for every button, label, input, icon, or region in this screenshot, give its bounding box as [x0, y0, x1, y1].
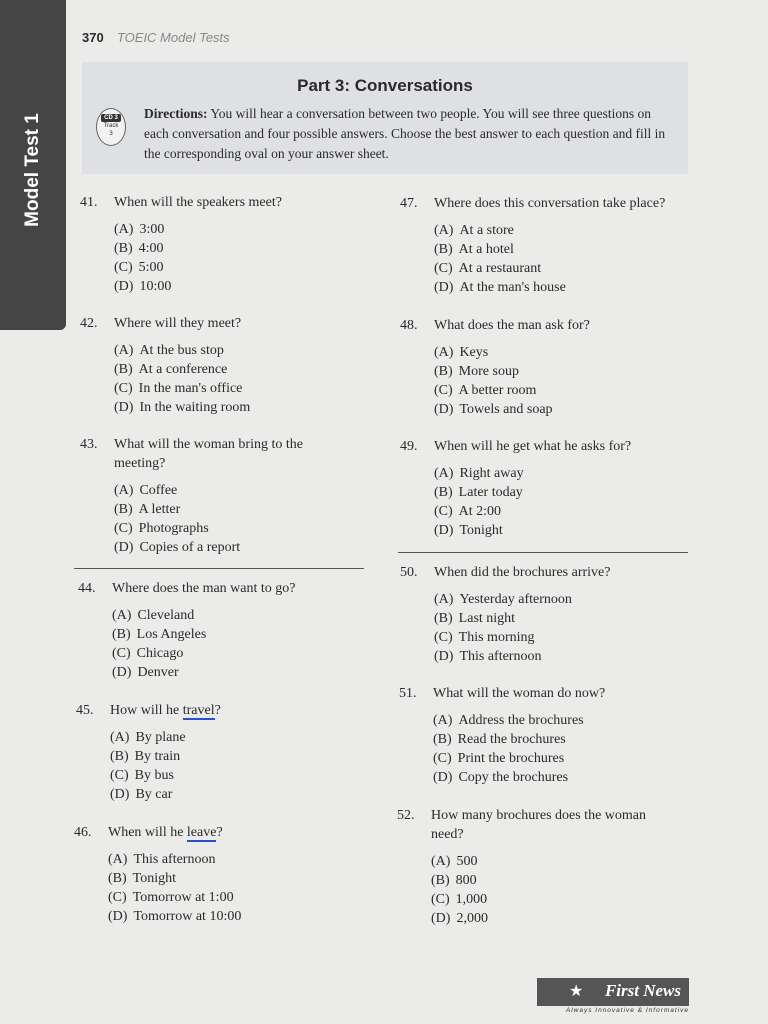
choice-c: (C) 5:00	[114, 260, 164, 275]
choice-d: (D) This afternoon	[434, 649, 542, 664]
choice-c: (C) Tomorrow at 1:00	[108, 890, 234, 905]
choice-b: (B) A letter	[114, 502, 181, 517]
choice-b: (B) 800	[431, 873, 477, 888]
question-text: When will the speakers meet?	[114, 195, 282, 210]
choice-b: (B) Tonight	[108, 871, 177, 886]
choice-a: (A) By plane	[110, 730, 186, 745]
choice-b: (B) By train	[110, 749, 181, 764]
page-header	[82, 30, 230, 46]
choice-d: (D) Copies of a report	[114, 540, 241, 555]
section-side-tab	[0, 0, 66, 330]
part-title: Part 3: Conversations	[297, 76, 473, 95]
handwritten-underline: travel	[182, 703, 215, 718]
question-text: Where will they meet?	[114, 316, 242, 331]
question-50	[400, 563, 690, 666]
question-number: 44.	[78, 581, 96, 596]
question-number: 48.	[400, 318, 418, 333]
question-45	[76, 701, 346, 804]
directions-body: You will hear a conversation between two people. You will see three questions on each conversation and four possible answers. Choose the best answer to each question and fill in the corresponding oval on your answer sheet.	[144, 106, 666, 161]
question-text: What will the woman do now?	[433, 686, 606, 701]
choice-c: (C) Photographs	[114, 521, 209, 536]
publisher-tagline: Always Innovative & Informative	[565, 1007, 689, 1014]
star-icon: ★	[569, 983, 584, 1000]
question-number: 47.	[400, 196, 418, 211]
track-number: 3	[109, 131, 113, 137]
choice-c: (C) A better room	[434, 383, 537, 398]
choice-b: (B) Read the brochures	[433, 732, 566, 747]
question-51	[399, 684, 689, 787]
question-number: 49.	[400, 439, 418, 454]
choice-a: (A) 500	[431, 854, 478, 869]
question-number: 52.	[397, 808, 415, 823]
question-text: When did the brochures arrive?	[434, 565, 611, 580]
cd-track-badge	[96, 108, 126, 146]
choice-d: (D) 10:00	[114, 279, 172, 294]
question-text: How many brochures does the woman need?	[431, 808, 647, 842]
question-52	[397, 806, 677, 928]
choice-a: (A) Yesterday afternoon	[434, 592, 572, 607]
question-number: 42.	[80, 316, 98, 331]
question-number: 51.	[399, 686, 417, 701]
directions-label: Directions:	[144, 106, 208, 121]
choice-a: (A) Cleveland	[112, 608, 195, 623]
question-46	[74, 823, 344, 926]
choice-b: (B) At a hotel	[434, 242, 514, 257]
question-text: What does the man ask for?	[434, 318, 590, 333]
choice-a: (A) At the bus stop	[114, 343, 224, 358]
question-text: Where does the man want to go?	[112, 581, 296, 596]
question-number: 45.	[76, 703, 94, 718]
question-47	[400, 194, 690, 297]
book-title: TOEIC Model Tests	[116, 30, 230, 45]
question-49	[400, 437, 690, 540]
choice-a: (A) Keys	[434, 345, 489, 360]
section-divider	[74, 568, 364, 569]
question-48	[400, 316, 690, 419]
question-number: 46.	[74, 825, 92, 840]
side-tab-label: Model Test 1	[22, 113, 43, 227]
choice-a: (A) Address the brochures	[433, 713, 584, 728]
choice-b: (B) Los Angeles	[112, 627, 207, 642]
directions-text	[144, 104, 676, 164]
choice-d: (D) By car	[110, 787, 173, 802]
choice-d: (D) 2,000	[431, 911, 488, 926]
question-number: 41.	[80, 195, 98, 210]
question-43	[80, 435, 340, 557]
question-44	[78, 579, 348, 682]
question-42	[80, 314, 340, 417]
question-text: What will the woman bring to the meeting?	[114, 437, 303, 471]
publisher-brand: First News	[604, 981, 681, 1000]
track-label: Track	[103, 123, 119, 129]
choice-a: (A) Right away	[434, 466, 524, 481]
choice-c: (C) This morning	[434, 630, 535, 645]
question-text: How will he travel?	[110, 703, 221, 718]
choice-a: (A) This afternoon	[108, 852, 216, 867]
choice-d: (D) Tomorrow at 10:00	[108, 909, 242, 924]
choice-b: (B) Later today	[434, 485, 523, 500]
choice-c: (C) Chicago	[112, 646, 184, 661]
choice-b: (B) More soup	[434, 364, 519, 379]
choice-d: (D) Tonight	[434, 523, 503, 538]
choice-b: (B) At a conference	[114, 362, 228, 377]
choice-d: (D) Towels and soap	[434, 402, 553, 417]
question-41	[80, 193, 340, 296]
choice-d: (D) Copy the brochures	[433, 770, 569, 785]
question-number: 50.	[400, 565, 418, 580]
choice-d: (D) Denver	[112, 665, 179, 680]
choice-a: (A) At a store	[434, 223, 514, 238]
choice-a: (A) Coffee	[114, 483, 178, 498]
choice-b: (B) Last night	[434, 611, 516, 626]
question-text: When will he leave?	[108, 825, 223, 840]
question-text: When will he get what he asks for?	[434, 439, 632, 454]
section-divider	[398, 552, 688, 553]
handwritten-underline: leave	[186, 825, 217, 840]
publisher-logo	[537, 978, 689, 1006]
choice-c: (C) At a restaurant	[434, 261, 542, 276]
choice-b: (B) 4:00	[114, 241, 164, 256]
choice-c: (C) 1,000	[431, 892, 488, 907]
choice-c: (C) At 2:00	[434, 504, 502, 519]
cd-label: CD 3	[101, 114, 121, 122]
choice-c: (C) In the man's office	[114, 381, 243, 396]
choice-d: (D) At the man's house	[434, 280, 566, 295]
page-number: 370	[82, 30, 104, 45]
question-text: Where does this conversation take place?	[434, 196, 666, 211]
choice-a: (A) 3:00	[114, 222, 165, 237]
question-number: 43.	[80, 437, 98, 452]
directions-box	[82, 62, 688, 174]
choice-c: (C) By bus	[110, 768, 174, 783]
choice-c: (C) Print the brochures	[433, 751, 565, 766]
choice-d: (D) In the waiting room	[114, 400, 251, 415]
